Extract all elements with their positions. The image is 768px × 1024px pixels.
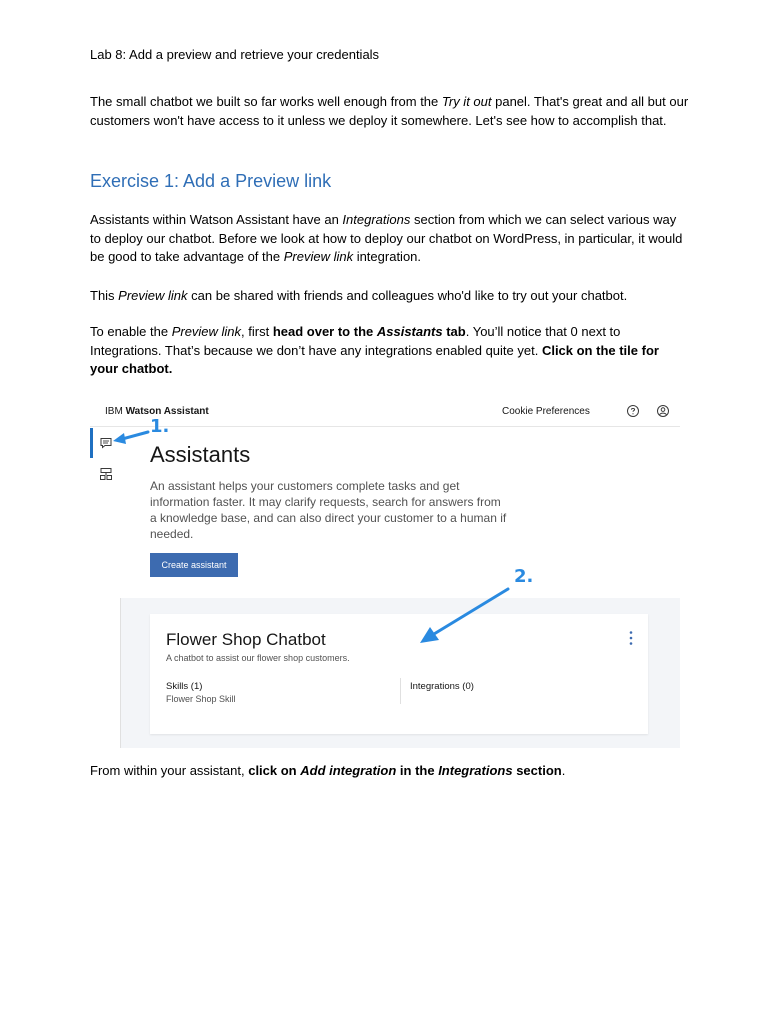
watson-assistant-screenshot	[90, 398, 680, 748]
integrations-label: Integrations (0)	[410, 681, 474, 692]
annotation-1: 1.	[150, 416, 170, 437]
page-description: An assistant helps your customers complete tasks and get information faster. It may clarify requests, search for answers from a knowledge base, and can also direct your customer to a human if needed.	[150, 479, 507, 541]
skills-label: Skills (1)	[166, 681, 203, 692]
intro-paragraph: The small chatbot we built so far works well enough from the Try it out panel. That's great and all but our customers won't have access to it unless we deploy it somewhere. Let's see how to accomplish that.	[90, 94, 689, 128]
cookie-preferences-link[interactable]: Cookie Preferences	[502, 406, 590, 417]
page-title: Assistants	[150, 442, 251, 467]
lab-title: Lab 8: Add a preview and retrieve your credentials	[90, 47, 380, 62]
annotation-2: 2.	[514, 566, 534, 587]
create-assistant-button[interactable]: Create assistant	[150, 553, 238, 577]
preview-link-paragraph: This Preview link can be shared with friends and colleagues who'd like to try out your chatbot.	[90, 288, 628, 303]
tile-subtitle: A chatbot to assist our flower shop customers.	[166, 653, 350, 663]
enable-preview-paragraph: To enable the Preview link, first head over to the Assistants tab. You’ll notice that 0 next to Integrations. That’s because we don’t have any integrations enabled quite yet. Click on the tile for your chatbot.	[90, 324, 659, 376]
skills-value: Flower Shop Skill	[166, 694, 236, 704]
arrow-1	[113, 432, 148, 444]
add-integration-paragraph: From within your assistant, click on Add integration in the Integrations section.	[90, 763, 566, 778]
arrow-2	[420, 589, 508, 643]
annotation-arrows	[90, 398, 680, 748]
exercise-heading: Exercise 1: Add a Preview link	[90, 171, 332, 191]
integrations-paragraph: Assistants within Watson Assistant have an Integrations section from which we can select various way to deploy our chatbot. Before we look at how to deploy our chatbot on WordPress, in particular, it would be good to take advantage of the Preview link integration.	[90, 212, 683, 264]
brand-name[interactable]: IBM Watson Assistant	[105, 406, 209, 417]
tile-title: Flower Shop Chatbot	[166, 630, 326, 649]
